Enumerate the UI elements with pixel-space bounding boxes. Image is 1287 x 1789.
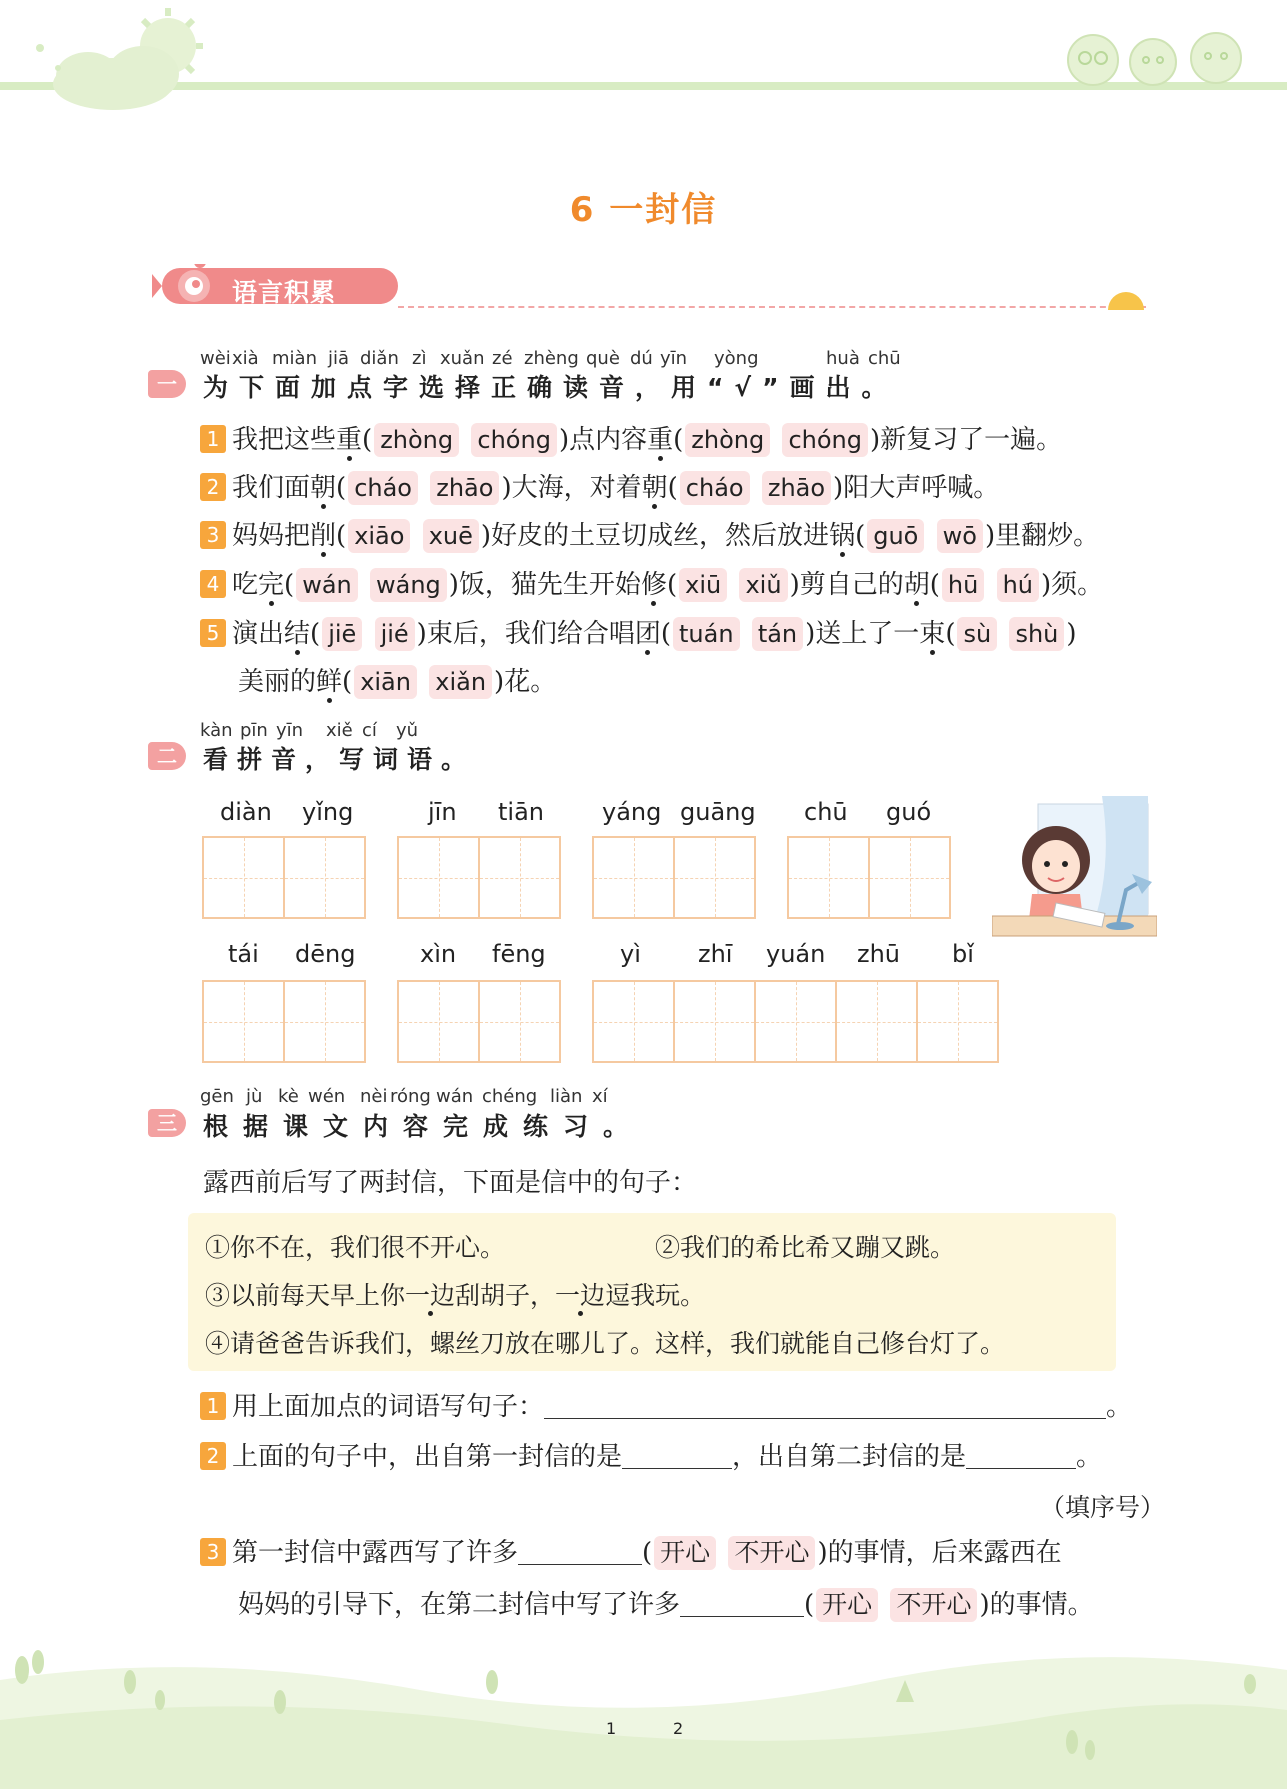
option[interactable]: wán: [296, 568, 358, 602]
pinyin-label: yuán: [766, 940, 826, 968]
q3-task-3: 3 第一封信中露西写了许多 ( 开心 不开心 )的事情，后来露西在: [200, 1536, 1062, 1570]
q1-item-1: 1 我把这些重( zhòng chóng )点内容重( zhòng chóng )新复习了一遍。: [200, 423, 1062, 457]
option[interactable]: chóng: [782, 423, 868, 457]
q1-item-5-continued: 美丽的鲜( xiān xiǎn )花。: [238, 667, 557, 697]
hills-footer-decoration: [0, 1640, 1287, 1789]
option[interactable]: tuán: [673, 617, 740, 651]
writing-grid-1[interactable]: [202, 836, 364, 919]
option[interactable]: shù: [1009, 617, 1064, 651]
page-title: 6 一封信: [569, 190, 718, 230]
option[interactable]: 开心: [654, 1536, 716, 1570]
q1-item-5: 5 演出结( jiē jié )束后，我们给合唱团( tuán tán )送上了一束( sù shù ): [200, 617, 1077, 651]
option[interactable]: jiē: [322, 617, 362, 651]
option[interactable]: wáng: [370, 568, 447, 602]
option[interactable]: cháo: [680, 471, 750, 505]
answer-blank[interactable]: [680, 1591, 804, 1617]
answer-blank[interactable]: [966, 1443, 1076, 1469]
option[interactable]: jié: [375, 617, 415, 651]
section-banner-label: 语言积累: [232, 278, 337, 307]
q1-item-3: 3 妈妈把削( xiāo xuē )好皮的土豆切成丝，然后放进锅( guō wō )里翻炒。: [200, 519, 1099, 553]
sentence-1: ①你不在，我们很不开心。: [205, 1233, 506, 1262]
pinyin-label: bǐ: [952, 940, 974, 968]
pinyin-label: guāng: [680, 798, 756, 826]
q3-task-3-continued: 妈妈的引导下，在第二封信中写了许多 ( 开心 不开心 )的事情。: [238, 1590, 1094, 1620]
q3-intro: 露西前后写了两封信，下面是信中的句子：: [203, 1168, 698, 1198]
sentence-3: ③以前每天早上你一边刮胡子，一边逗我玩。: [205, 1281, 706, 1310]
q3-number-badge: 三: [148, 1109, 186, 1137]
writing-grid-3[interactable]: [592, 836, 754, 919]
option[interactable]: 开心: [816, 1588, 878, 1622]
pinyin-label: zhī: [698, 940, 733, 968]
pinyin-label: yì: [620, 940, 641, 968]
option[interactable]: chóng: [471, 423, 557, 457]
sentence-2: ②我们的希比希又蹦又跳。: [655, 1233, 956, 1262]
option[interactable]: 不开心: [728, 1536, 815, 1570]
answer-blank[interactable]: [544, 1393, 1106, 1419]
pinyin-label: guó: [886, 798, 932, 826]
section-divider: [398, 306, 1146, 308]
option[interactable]: xiǔ: [739, 568, 787, 602]
pinyin-label: xìn: [420, 940, 457, 968]
writing-grid-6[interactable]: [397, 980, 559, 1063]
pinyin-label: zhū: [857, 940, 901, 968]
option[interactable]: xiāo: [348, 519, 410, 553]
sentence-4: ④请爸爸告诉我们，螺丝刀放在哪儿了。这样，我们就能自己修台灯了。: [205, 1329, 1006, 1358]
pinyin-label: chū: [804, 798, 848, 826]
pinyin-label: diàn: [220, 798, 272, 826]
q3-task-1: 1 用上面加点的词语写句子： 。: [200, 1390, 1132, 1424]
pinyin-label: tiān: [498, 798, 544, 826]
option[interactable]: hú: [997, 568, 1039, 602]
pinyin-label: fēng: [492, 940, 546, 968]
girl-writing-illustration: [992, 790, 1157, 952]
option[interactable]: zhòng: [685, 423, 770, 457]
sun-cloud-icon: [18, 6, 208, 114]
option[interactable]: cháo: [348, 471, 418, 505]
pinyin-label: dēng: [295, 940, 356, 968]
pinyin-label: yáng: [602, 798, 662, 826]
answer-blank[interactable]: [518, 1539, 642, 1565]
q1-number-badge: 一: [148, 370, 186, 398]
q1-instruction: 为下面加点字选择正确读音，用“√”画出。: [203, 373, 898, 402]
option[interactable]: sù: [957, 617, 997, 651]
q1-item-2: 2 我们面朝( cháo zhāo )大海，对着朝( cháo zhāo )阳大声呼喊。: [200, 471, 999, 505]
answer-blank[interactable]: [622, 1443, 732, 1469]
option[interactable]: xuē: [423, 519, 479, 553]
q2-instruction: 看拼音，写词语。: [203, 745, 476, 774]
q3-note: （填序号）: [1040, 1493, 1166, 1522]
page-number-right: 2: [673, 1719, 684, 1738]
animal-faces-icon: [1058, 26, 1248, 88]
option[interactable]: zhāo: [762, 471, 831, 505]
option[interactable]: guō: [867, 519, 924, 553]
option[interactable]: xiū: [679, 568, 727, 602]
pinyin-label: jīn: [428, 798, 457, 826]
q1-item-4: 4 吃完( wán wáng )饭，猫先生开始修( xiū xiǔ )剪自己的胡( hū hú )须。: [200, 568, 1103, 602]
option[interactable]: xiān: [354, 665, 417, 699]
q2-number-badge: 二: [148, 742, 186, 770]
pinyin-label: tái: [228, 940, 259, 968]
sunset-icon: [1104, 286, 1148, 312]
writing-grid-2[interactable]: [397, 836, 559, 919]
page-number-left: 1: [606, 1719, 617, 1738]
option[interactable]: tán: [752, 617, 803, 651]
option[interactable]: wō: [937, 519, 983, 553]
q3-instruction: 根据课文内容完成练习。: [203, 1112, 644, 1141]
q3-task-2: 2 上面的句子中，出自第一封信的是 ，出自第二封信的是 。: [200, 1440, 1102, 1474]
writing-grid-4[interactable]: [787, 836, 949, 919]
option[interactable]: zhòng: [374, 423, 459, 457]
writing-grid-7[interactable]: [592, 980, 997, 1063]
option[interactable]: hū: [942, 568, 984, 602]
writing-grid-5[interactable]: [202, 980, 364, 1063]
option[interactable]: zhāo: [430, 471, 499, 505]
option[interactable]: 不开心: [890, 1588, 977, 1622]
option[interactable]: xiǎn: [429, 665, 492, 699]
pinyin-label: yǐng: [302, 798, 354, 826]
